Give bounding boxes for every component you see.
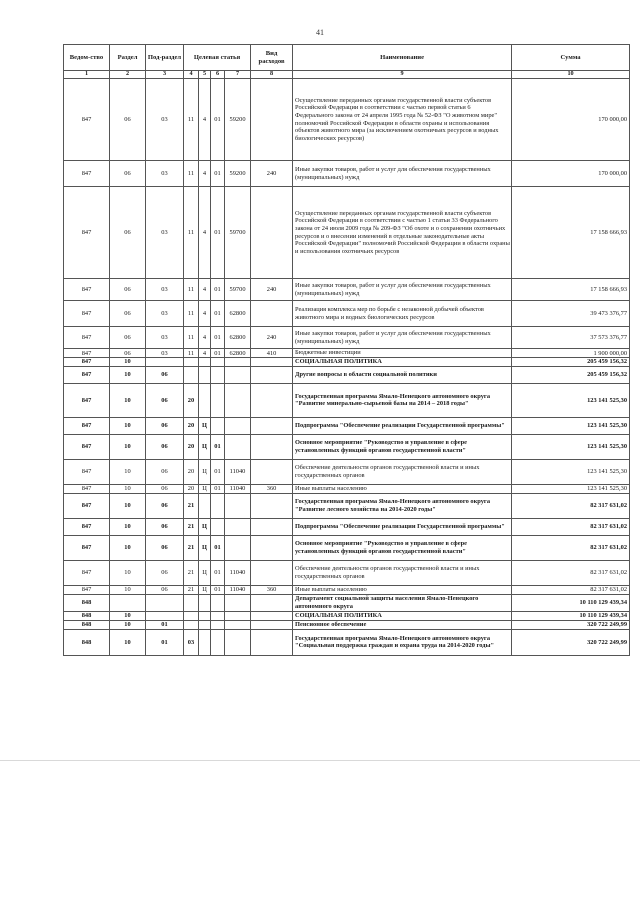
celevaya-subprogram-cell: 4 — [199, 161, 211, 187]
table-row — [64, 187, 630, 279]
vid-raskhodov-cell: 240 — [251, 161, 293, 187]
vid-raskhodov-cell — [251, 594, 293, 611]
celevaya-event-cell: 01 — [211, 187, 225, 279]
summa-cell: 205 459 156,32 — [512, 366, 630, 383]
celevaya-event-cell: 01 — [211, 560, 225, 585]
naimenovanie-cell: Обеспечение деятельности органов государственной власти и иных государственных органов — [293, 459, 512, 484]
summa-cell: 123 141 525,30 — [512, 459, 630, 484]
razdel-cell: 10 — [110, 620, 146, 629]
celevaya-event-cell: 01 — [211, 535, 225, 560]
naimenovanie-cell: Осуществление переданных органам государственной власти субъектов Российской Федерации в соответствии с частью 1 статьи 33 Федерального закона от 24 июля 2009 года № 209-ФЗ "Об охоте и о сохранении охотничьих ресурсов и о внесении изменений в отдельные законодательные акты Российской Федерации" полномочий Российской Федерации в области охраны и использования охотничьих ресурсов — [293, 187, 512, 279]
razdel-cell: 06 — [110, 161, 146, 187]
celevaya-code-cell: 11040 — [225, 560, 251, 585]
vedomstvo-cell: 848 — [64, 594, 110, 611]
table-row — [64, 620, 630, 629]
table-row — [64, 327, 630, 349]
column-number: 7 — [225, 71, 251, 79]
vid-raskhodov-cell: 360 — [251, 585, 293, 594]
podrazdel-cell: 06 — [146, 518, 184, 535]
razdel-cell: 06 — [110, 187, 146, 279]
naimenovanie-cell: Основное мероприятие "Руководство и управление в сфере установленных функций органов государственной власти" — [293, 535, 512, 560]
celevaya-event-cell — [211, 383, 225, 417]
celevaya-program-cell — [184, 611, 199, 620]
celevaya-subprogram-cell — [199, 383, 211, 417]
podrazdel-cell: 06 — [146, 434, 184, 459]
razdel-cell: 10 — [110, 417, 146, 434]
razdel-cell: 10 — [110, 611, 146, 620]
celevaya-code-cell — [225, 493, 251, 518]
naimenovanie-cell: Подпрограмма "Обеспечение реализации Государственной программы" — [293, 417, 512, 434]
celevaya-code-cell: 59200 — [225, 79, 251, 161]
podrazdel-cell: 03 — [146, 187, 184, 279]
celevaya-program-cell — [184, 358, 199, 367]
celevaya-code-cell — [225, 383, 251, 417]
vedomstvo-cell: 847 — [64, 161, 110, 187]
celevaya-event-cell: 01 — [211, 327, 225, 349]
vid-raskhodov-cell — [251, 301, 293, 327]
podrazdel-cell: 06 — [146, 383, 184, 417]
naimenovanie-cell: Государственная программа Ямало-Ненецкого автономного округа "Социальная поддержка граждан и охрана труда на 2014-2020 годы" — [293, 629, 512, 655]
vid-raskhodov-cell: 360 — [251, 484, 293, 493]
naimenovanie-cell: Иные выплаты населению — [293, 484, 512, 493]
summa-cell: 82 317 631,02 — [512, 535, 630, 560]
celevaya-program-cell: 11 — [184, 301, 199, 327]
table-row — [64, 585, 630, 594]
summa-cell: 1 900 000,00 — [512, 349, 630, 358]
vid-raskhodov-cell — [251, 187, 293, 279]
podrazdel-cell: 06 — [146, 484, 184, 493]
naimenovanie-cell: Подпрограмма "Обеспечение реализации Государственной программы" — [293, 518, 512, 535]
celevaya-code-cell: 62800 — [225, 301, 251, 327]
vedomstvo-cell: 847 — [64, 585, 110, 594]
razdel-cell: 10 — [110, 493, 146, 518]
podrazdel-cell — [146, 358, 184, 367]
summa-cell: 82 317 631,02 — [512, 493, 630, 518]
razdel-cell: 06 — [110, 349, 146, 358]
celevaya-event-cell: 01 — [211, 301, 225, 327]
vedomstvo-cell: 847 — [64, 366, 110, 383]
vid-raskhodov-cell — [251, 383, 293, 417]
celevaya-program-cell — [184, 620, 199, 629]
summa-cell: 82 317 631,02 — [512, 585, 630, 594]
celevaya-program-cell: 20 — [184, 383, 199, 417]
vid-raskhodov-cell — [251, 620, 293, 629]
podrazdel-cell: 03 — [146, 327, 184, 349]
podrazdel-cell: 01 — [146, 620, 184, 629]
podrazdel-cell: 03 — [146, 301, 184, 327]
vedomstvo-cell: 847 — [64, 434, 110, 459]
vedomstvo-cell: 847 — [64, 358, 110, 367]
celevaya-code-cell — [225, 417, 251, 434]
header-vedomstvo: Ведом-ство — [64, 45, 110, 71]
vid-raskhodov-cell — [251, 366, 293, 383]
celevaya-event-cell — [211, 417, 225, 434]
naimenovanie-cell: Бюджетные инвестиции — [293, 349, 512, 358]
celevaya-program-cell: 03 — [184, 629, 199, 655]
column-number: 6 — [211, 71, 225, 79]
celevaya-code-cell: 59700 — [225, 187, 251, 279]
vedomstvo-cell: 847 — [64, 484, 110, 493]
table-row — [64, 279, 630, 301]
celevaya-program-cell: 20 — [184, 484, 199, 493]
celevaya-program-cell: 11 — [184, 187, 199, 279]
column-number: 1 — [64, 71, 110, 79]
table-row — [64, 493, 630, 518]
celevaya-code-cell: 11040 — [225, 585, 251, 594]
razdel-cell: 10 — [110, 585, 146, 594]
column-number: 2 — [110, 71, 146, 79]
celevaya-program-cell: 21 — [184, 493, 199, 518]
podrazdel-cell: 03 — [146, 279, 184, 301]
vedomstvo-cell: 847 — [64, 493, 110, 518]
celevaya-code-cell: 59200 — [225, 161, 251, 187]
celevaya-subprogram-cell — [199, 493, 211, 518]
vedomstvo-cell: 847 — [64, 349, 110, 358]
table-row — [64, 417, 630, 434]
celevaya-program-cell: 11 — [184, 349, 199, 358]
vid-raskhodov-cell — [251, 417, 293, 434]
celevaya-program-cell: 21 — [184, 585, 199, 594]
vedomstvo-cell: 847 — [64, 279, 110, 301]
summa-cell: 82 317 631,02 — [512, 560, 630, 585]
celevaya-code-cell — [225, 518, 251, 535]
vedomstvo-cell: 847 — [64, 518, 110, 535]
celevaya-code-cell — [225, 629, 251, 655]
table-row — [64, 484, 630, 493]
vedomstvo-cell: 847 — [64, 459, 110, 484]
naimenovanie-cell: Государственная программа Ямало-Ненецкого автономного округа "Развитие лесного хозяйства на 2014-2020 годы" — [293, 493, 512, 518]
podrazdel-cell: 06 — [146, 459, 184, 484]
header-razdel: Раздел — [110, 45, 146, 71]
summa-cell: 320 722 249,99 — [512, 620, 630, 629]
page-number: 41 — [316, 28, 324, 37]
celevaya-code-cell: 11040 — [225, 484, 251, 493]
celevaya-event-cell: 01 — [211, 161, 225, 187]
razdel-cell: 10 — [110, 383, 146, 417]
summa-cell: 205 459 156,32 — [512, 358, 630, 367]
celevaya-event-cell — [211, 594, 225, 611]
razdel-cell: 10 — [110, 484, 146, 493]
celevaya-event-cell: 01 — [211, 585, 225, 594]
table-row — [64, 301, 630, 327]
vid-raskhodov-cell — [251, 79, 293, 161]
celevaya-subprogram-cell: Ц — [199, 417, 211, 434]
celevaya-program-cell: 20 — [184, 459, 199, 484]
column-number: 10 — [512, 71, 630, 79]
vid-raskhodov-cell — [251, 434, 293, 459]
column-number: 3 — [146, 71, 184, 79]
naimenovanie-cell: Иные закупки товаров, работ и услуг для обеспечения государственных (муниципальных) нужд — [293, 327, 512, 349]
vedomstvo-cell: 847 — [64, 79, 110, 161]
vedomstvo-cell: 847 — [64, 301, 110, 327]
naimenovanie-cell: Реализация комплекса мер по борьбе с незаконной добычей объектов животного мира и водных биологических ресурсов — [293, 301, 512, 327]
celevaya-subprogram-cell — [199, 594, 211, 611]
table-row — [64, 161, 630, 187]
celevaya-event-cell — [211, 611, 225, 620]
summa-cell: 82 317 631,02 — [512, 518, 630, 535]
table-row — [64, 79, 630, 161]
celevaya-subprogram-cell: 4 — [199, 349, 211, 358]
summa-cell: 170 000,00 — [512, 79, 630, 161]
razdel-cell: 10 — [110, 560, 146, 585]
table-row — [64, 366, 630, 383]
vid-raskhodov-cell: 410 — [251, 349, 293, 358]
celevaya-program-cell: 21 — [184, 518, 199, 535]
column-number: 4 — [184, 71, 199, 79]
vedomstvo-cell: 847 — [64, 417, 110, 434]
vedomstvo-cell: 847 — [64, 560, 110, 585]
vedomstvo-cell: 847 — [64, 187, 110, 279]
vid-raskhodov-cell — [251, 611, 293, 620]
summa-cell: 320 722 249,99 — [512, 629, 630, 655]
razdel-cell: 10 — [110, 459, 146, 484]
vedomstvo-cell: 848 — [64, 620, 110, 629]
celevaya-program-cell: 20 — [184, 417, 199, 434]
razdel-cell: 06 — [110, 279, 146, 301]
vid-raskhodov-cell — [251, 358, 293, 367]
celevaya-event-cell: 01 — [211, 459, 225, 484]
razdel-cell: 06 — [110, 79, 146, 161]
vid-raskhodov-cell — [251, 493, 293, 518]
table-row — [64, 560, 630, 585]
table-header-row — [64, 45, 630, 71]
table-row — [64, 629, 630, 655]
naimenovanie-cell: Государственная программа Ямало-Ненецкого автономного округа "Развитие минерально-сырьевой базы на 2014 – 2018 годы" — [293, 383, 512, 417]
table-row — [64, 518, 630, 535]
celevaya-event-cell: 01 — [211, 484, 225, 493]
summa-cell: 10 110 129 439,34 — [512, 594, 630, 611]
razdel-cell: 10 — [110, 366, 146, 383]
vedomstvo-cell: 848 — [64, 611, 110, 620]
podrazdel-cell — [146, 611, 184, 620]
celevaya-event-cell: 01 — [211, 79, 225, 161]
razdel-cell: 06 — [110, 327, 146, 349]
table-row — [64, 434, 630, 459]
table-row — [64, 611, 630, 620]
podrazdel-cell: 06 — [146, 535, 184, 560]
header-celevaya-statya: Целевая статья — [184, 45, 251, 71]
celevaya-event-cell — [211, 620, 225, 629]
celevaya-code-cell — [225, 358, 251, 367]
podrazdel-cell: 03 — [146, 161, 184, 187]
celevaya-subprogram-cell: 4 — [199, 327, 211, 349]
naimenovanie-cell: Основное мероприятие "Руководство и управление в сфере установленных функций органов государственной власти" — [293, 434, 512, 459]
podrazdel-cell: 03 — [146, 349, 184, 358]
celevaya-program-cell: 20 — [184, 434, 199, 459]
podrazdel-cell: 06 — [146, 417, 184, 434]
vedomstvo-cell: 847 — [64, 535, 110, 560]
summa-cell: 123 141 525,30 — [512, 383, 630, 417]
razdel-cell: 10 — [110, 629, 146, 655]
celevaya-subprogram-cell: 4 — [199, 301, 211, 327]
celevaya-event-cell: 01 — [211, 349, 225, 358]
celevaya-subprogram-cell: Ц — [199, 585, 211, 594]
celevaya-event-cell — [211, 629, 225, 655]
razdel-cell — [110, 594, 146, 611]
summa-cell: 37 573 376,77 — [512, 327, 630, 349]
celevaya-subprogram-cell: Ц — [199, 535, 211, 560]
celevaya-subprogram-cell: 4 — [199, 279, 211, 301]
razdel-cell: 10 — [110, 535, 146, 560]
celevaya-code-cell — [225, 611, 251, 620]
vedomstvo-cell: 847 — [64, 383, 110, 417]
celevaya-code-cell — [225, 535, 251, 560]
table-row — [64, 459, 630, 484]
naimenovanie-cell: Иные выплаты населению — [293, 585, 512, 594]
celevaya-subprogram-cell — [199, 611, 211, 620]
summa-cell: 123 141 525,30 — [512, 434, 630, 459]
celevaya-code-cell: 11040 — [225, 459, 251, 484]
podrazdel-cell: 06 — [146, 493, 184, 518]
celevaya-event-cell: 01 — [211, 279, 225, 301]
naimenovanie-cell: Обеспечение деятельности органов государственной власти и иных государственных органов — [293, 560, 512, 585]
celevaya-event-cell — [211, 493, 225, 518]
vid-raskhodov-cell — [251, 459, 293, 484]
table-row — [64, 594, 630, 611]
vid-raskhodov-cell — [251, 629, 293, 655]
celevaya-event-cell: 01 — [211, 434, 225, 459]
naimenovanie-cell: Пенсионное обеспечение — [293, 620, 512, 629]
vid-raskhodov-cell: 240 — [251, 327, 293, 349]
podrazdel-cell: 06 — [146, 366, 184, 383]
naimenovanie-cell: Осуществление переданных органам государственной власти субъектов Российской Федерации в соответствии с частью первой статьи 6 Федерального закона от 24 апреля 1995 года № 52-ФЗ "О животном мире" полномочий Российской Федерации в области охраны и использования объектов животного мира (за исключением охотничьих ресурсов и водных биологических ресурсов) — [293, 79, 512, 161]
vedomstvo-cell: 848 — [64, 629, 110, 655]
naimenovanie-cell: Иные закупки товаров, работ и услуг для обеспечения государственных (муниципальных) нужд — [293, 161, 512, 187]
summa-cell: 123 141 525,30 — [512, 417, 630, 434]
celevaya-program-cell: 21 — [184, 560, 199, 585]
razdel-cell: 10 — [110, 358, 146, 367]
column-number-row — [64, 71, 630, 79]
celevaya-program-cell — [184, 366, 199, 383]
podrazdel-cell: 01 — [146, 629, 184, 655]
table-row — [64, 535, 630, 560]
razdel-cell: 06 — [110, 301, 146, 327]
naimenovanie-cell: Департамент социальной защиты населения Ямало-Ненецкого автономного округа — [293, 594, 512, 611]
naimenovanie-cell: СОЦИАЛЬНАЯ ПОЛИТИКА — [293, 611, 512, 620]
celevaya-code-cell — [225, 366, 251, 383]
celevaya-code-cell: 62800 — [225, 349, 251, 358]
celevaya-program-cell: 11 — [184, 79, 199, 161]
celevaya-code-cell — [225, 434, 251, 459]
naimenovanie-cell: СОЦИАЛЬНАЯ ПОЛИТИКА — [293, 358, 512, 367]
podrazdel-cell: 06 — [146, 585, 184, 594]
razdel-cell: 10 — [110, 518, 146, 535]
vid-raskhodov-cell: 240 — [251, 279, 293, 301]
celevaya-code-cell — [225, 620, 251, 629]
celevaya-subprogram-cell — [199, 366, 211, 383]
vid-raskhodov-cell — [251, 518, 293, 535]
razdel-cell: 10 — [110, 434, 146, 459]
celevaya-subprogram-cell: 4 — [199, 187, 211, 279]
column-number: 5 — [199, 71, 211, 79]
celevaya-program-cell: 11 — [184, 279, 199, 301]
naimenovanie-cell: Иные закупки товаров, работ и услуг для обеспечения государственных (муниципальных) нужд — [293, 279, 512, 301]
celevaya-subprogram-cell — [199, 620, 211, 629]
celevaya-code-cell: 62800 — [225, 327, 251, 349]
celevaya-subprogram-cell: Ц — [199, 560, 211, 585]
celevaya-subprogram-cell: Ц — [199, 518, 211, 535]
table-row — [64, 349, 630, 358]
budget-table — [63, 44, 630, 656]
page-bottom-edge — [0, 760, 640, 761]
celevaya-program-cell: 11 — [184, 161, 199, 187]
celevaya-code-cell — [225, 594, 251, 611]
celevaya-code-cell: 59700 — [225, 279, 251, 301]
celevaya-program-cell: 21 — [184, 535, 199, 560]
summa-cell: 10 110 129 439,34 — [512, 611, 630, 620]
summa-cell: 39 473 376,77 — [512, 301, 630, 327]
celevaya-subprogram-cell: Ц — [199, 459, 211, 484]
celevaya-program-cell: 11 — [184, 327, 199, 349]
podrazdel-cell: 06 — [146, 560, 184, 585]
summa-cell: 17 158 666,93 — [512, 279, 630, 301]
header-podrazdel: Под-раздел — [146, 45, 184, 71]
celevaya-subprogram-cell: Ц — [199, 434, 211, 459]
celevaya-program-cell — [184, 594, 199, 611]
celevaya-subprogram-cell — [199, 629, 211, 655]
column-number: 8 — [251, 71, 293, 79]
header-naimenovanie: Наименование — [293, 45, 512, 71]
podrazdel-cell: 03 — [146, 79, 184, 161]
summa-cell: 170 000,00 — [512, 161, 630, 187]
table-row — [64, 358, 630, 367]
header-vid-raskhodov: Вид расходов — [251, 45, 293, 71]
summa-cell: 123 141 525,30 — [512, 484, 630, 493]
celevaya-subprogram-cell: Ц — [199, 484, 211, 493]
celevaya-subprogram-cell — [199, 358, 211, 367]
naimenovanie-cell: Другие вопросы в области социальной политики — [293, 366, 512, 383]
podrazdel-cell — [146, 594, 184, 611]
summa-cell: 17 158 666,93 — [512, 187, 630, 279]
vid-raskhodov-cell — [251, 560, 293, 585]
celevaya-subprogram-cell: 4 — [199, 79, 211, 161]
celevaya-event-cell — [211, 518, 225, 535]
vid-raskhodov-cell — [251, 535, 293, 560]
table-row — [64, 383, 630, 417]
celevaya-event-cell — [211, 366, 225, 383]
celevaya-event-cell — [211, 358, 225, 367]
column-number: 9 — [293, 71, 512, 79]
header-summa: Сумма — [512, 45, 630, 71]
vedomstvo-cell: 847 — [64, 327, 110, 349]
